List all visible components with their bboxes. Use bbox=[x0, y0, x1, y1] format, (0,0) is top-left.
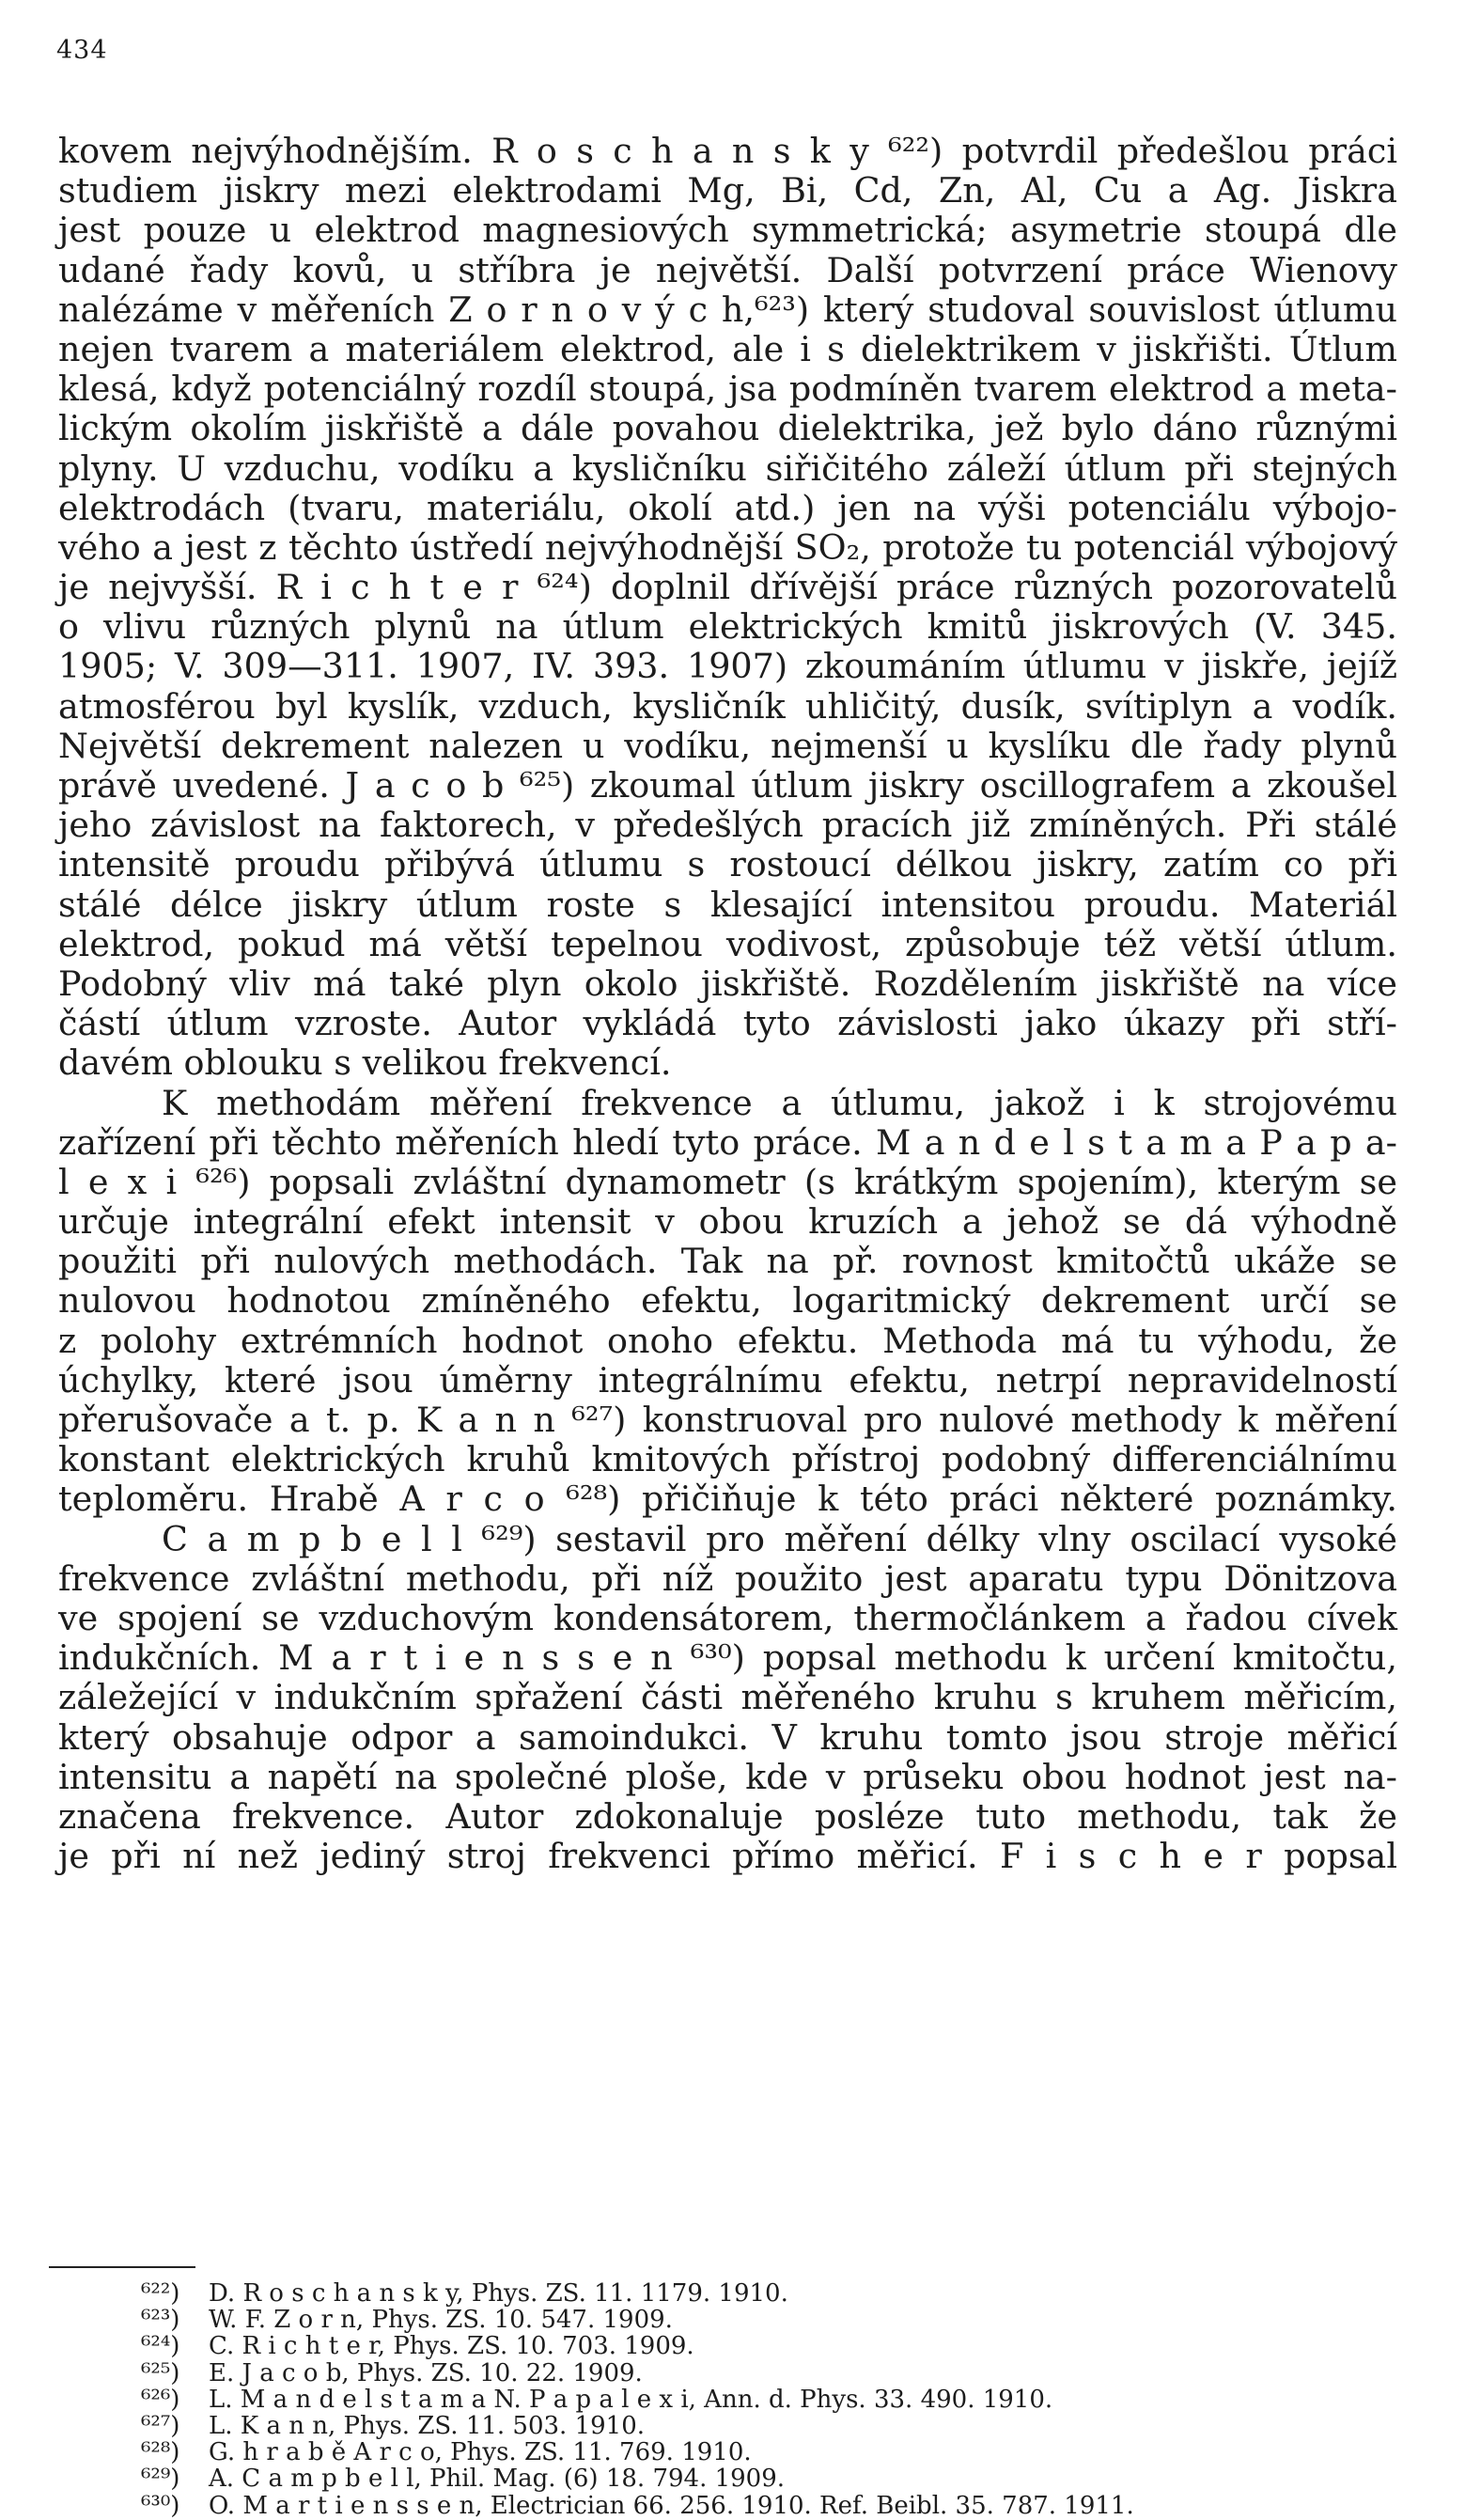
footnote-text: O. M a r t i e n s s e n, Electrician 66. 256. 1910. Ref. Beibl. 35. 787. 1911. bbox=[209, 2491, 1134, 2520]
footnote-number: ⁶²⁹) bbox=[141, 2465, 180, 2494]
text-line: zařízení při těchto měřeních hledí tyto práce. M a n d e l s t a m a P a p a- bbox=[58, 1121, 1397, 1163]
text-line: K methodám měření frekvence a útlumu, jakož i k strojovému bbox=[162, 1082, 1397, 1123]
text-line: vého a jest z těchto ústředí nejvýhodnější SO₂, protože tu potenciál výbojový bbox=[58, 526, 1397, 568]
text-line: 1905; V. 309—311. 1907, IV. 393. 1907) zkoumáním útlumu v jiskře, jejíž bbox=[58, 646, 1397, 687]
page-number: 434 bbox=[56, 36, 108, 65]
text-line: jest pouze u elektrod magnesiových symmetrická; asymetrie stoupá dle bbox=[58, 210, 1397, 251]
text-line: elektrod, pokud má větší tepelnou vodivost, způsobuje též větší útlum. bbox=[58, 923, 1397, 964]
text-line: částí útlum vzroste. Autor vykládá tyto závislosti jako úkazy při stří- bbox=[58, 1003, 1397, 1044]
text-line: nulovou hodnotou zmíněného efektu, logaritmický dekrement určí se bbox=[58, 1280, 1397, 1322]
footnotes bbox=[141, 2280, 1438, 2519]
text-line: je při ní než jediný stroj frekvenci přímo měřicí. F i s c h e r popsal bbox=[58, 1836, 1397, 1877]
text-line: lickým okolím jiskřiště a dále povahou dielektrika, jež bylo dáno různými bbox=[58, 408, 1397, 449]
footnote-text: C. R i c h t e r, Phys. ZS. 10. 703. 1909. bbox=[209, 2332, 694, 2361]
footnote-number: ⁶²⁴) bbox=[141, 2332, 180, 2361]
text-line: C a m p b e l l ⁶²⁹) sestavil pro měření délky vlny oscilací vysoké bbox=[162, 1518, 1397, 1559]
footnote-number: ⁶²²) bbox=[141, 2279, 180, 2308]
footnote-number: ⁶²⁸) bbox=[141, 2438, 180, 2467]
text-line: l e x i ⁶²⁶) popsali zvláštní dynamometr (s krátkým spojením), kterým se bbox=[58, 1161, 1397, 1202]
text-line: studiem jiskry mezi elektrodami Mg, Bi, Cd, Zn, Al, Cu a Ag. Jiskra bbox=[58, 170, 1397, 211]
footnote bbox=[141, 2465, 1438, 2492]
text-line: Největší dekrement nalezen u vodíku, nejmenší u kyslíku dle řady plynů bbox=[58, 725, 1397, 766]
footnote-number: ⁶²⁶) bbox=[141, 2385, 180, 2414]
text-line: ve spojení se vzduchovým kondensátorem, thermočlánkem a řadou cívek bbox=[58, 1597, 1397, 1638]
footnote-text: G. h r a b ě A r c o, Phys. ZS. 11. 769. 1910. bbox=[209, 2438, 752, 2467]
text-line: právě uvedené. J a c o b ⁶²⁵) zkoumal útlum jiskry oscillografem a zkoušel bbox=[58, 765, 1397, 806]
text-line: o vlivu různých plynů na útlum elektrických kmitů jiskrových (V. 345. bbox=[58, 606, 1397, 648]
text-line: z polohy extrémních hodnot onoho efektu. Methoda má tu výhodu, že bbox=[58, 1320, 1397, 1361]
footnote-text: W. F. Z o r n, Phys. ZS. 10. 547. 1909. bbox=[209, 2306, 673, 2335]
text-line: plyny. U vzduchu, vodíku a kysličníku siřičitého záleží útlum při stejných bbox=[58, 447, 1397, 489]
footnote-text: A. C a m p b e l l, Phil. Mag. (6) 18. 794. 1909. bbox=[209, 2465, 786, 2494]
text-line: intensitě proudu přibývá útlumu s rostoucí délkou jiskry, zatím co při bbox=[58, 844, 1397, 885]
footnote-text: E. J a c o b, Phys. ZS. 10. 22. 1909. bbox=[209, 2358, 643, 2387]
footnote-text: L. M a n d e l s t a m a N. P a p a l e x i, Ann. d. Phys. 33. 490. 1910. bbox=[209, 2385, 1053, 2414]
text-line: který obsahuje odpor a samoindukci. V kruhu tomto jsou stroje měřicí bbox=[58, 1716, 1397, 1758]
footnote-number: ⁶²⁵) bbox=[141, 2358, 180, 2387]
text-line: indukčních. M a r t i e n s s e n ⁶³⁰) popsal methodu k určení kmitočtu, bbox=[58, 1637, 1397, 1679]
footnote bbox=[141, 2439, 1438, 2465]
text-line: teploměru. Hrabě A r c o ⁶²⁸) přičiňuje k této práci některé poznámky. bbox=[58, 1479, 1397, 1520]
text-line: klesá, když potenciálný rozdíl stoupá, jsa podmíněn tvarem elektrod a meta- bbox=[58, 368, 1397, 410]
footnote-rule bbox=[49, 2266, 195, 2268]
footnote bbox=[141, 2360, 1438, 2387]
footnote-text: D. R o s c h a n s k y, Phys. ZS. 11. 1179. 1910. bbox=[209, 2279, 788, 2308]
footnote bbox=[141, 2307, 1438, 2333]
text-line: udané řady kovů, u stříbra je největší. Další potvrzení práce Wienovy bbox=[58, 249, 1397, 290]
body-text bbox=[58, 132, 1397, 1876]
text-line: elektrodách (tvaru, materiálu, okolí atd.) jen na výši potenciálu výbojo- bbox=[58, 487, 1397, 528]
text-line: záležející v indukčním spřažení části měřeného kruhu s kruhem měřicím, bbox=[58, 1677, 1397, 1718]
text-line: nejen tvarem a materiálem elektrod, ale i s dielektrikem v jiskřišti. Útlum bbox=[58, 328, 1397, 369]
text-line: atmosférou byl kyslík, vzduch, kysličník uhličitý, dusík, svítiplyn a vodík. bbox=[58, 685, 1397, 727]
text-line: značena frekvence. Autor zdokonaluje posléze tuto methodu, tak že bbox=[58, 1795, 1397, 1837]
text-line: jeho závislost na faktorech, v předešlých pracích již zmíněných. Při stálé bbox=[58, 805, 1397, 846]
text-line: je nejvyšší. R i c h t e r ⁶²⁴) doplnil dřívější práce různých pozorovatelů bbox=[58, 567, 1397, 608]
text-line: nalézáme v měřeních Z o r n o v ý c h,⁶²³) který studoval souvislost útlumu bbox=[58, 289, 1397, 330]
text-line: intensitu a napětí na společné ploše, kde v průseku obou hodnot jest na- bbox=[58, 1756, 1397, 1797]
text-line: úchylky, které jsou úměrny integrálnímu efektu, netrpí nepravidelností bbox=[58, 1359, 1397, 1401]
text-line: použiti při nulových methodách. Tak na př. rovnost kmitočtů ukáže se bbox=[58, 1241, 1397, 1282]
text-line: davém oblouku s velikou frekvencí. bbox=[58, 1042, 672, 1084]
footnote bbox=[141, 2280, 1438, 2307]
footnote-number: ⁶³⁰) bbox=[141, 2491, 180, 2520]
text-line: konstant elektrických kruhů kmitových přístroj podobný differenciálnímu bbox=[58, 1439, 1397, 1480]
text-line: stálé délce jiskry útlum roste s klesající intensitou proudu. Materiál bbox=[58, 884, 1397, 925]
footnote bbox=[141, 2333, 1438, 2359]
footnote bbox=[141, 2413, 1438, 2439]
footnote-text: L. K a n n, Phys. ZS. 11. 503. 1910. bbox=[209, 2411, 646, 2440]
text-line: určuje integrální efekt intensit v obou kruzích a jehož se dá výhodně bbox=[58, 1201, 1397, 1243]
text-line: frekvence zvláštní methodu, při níž použito jest aparatu typu Dönitzova bbox=[58, 1557, 1397, 1599]
footnote-number: ⁶²⁷) bbox=[141, 2411, 180, 2440]
footnote bbox=[141, 2387, 1438, 2413]
text-line: přerušovače a t. p. K a n n ⁶²⁷) konstruoval pro nulové methody k měření bbox=[58, 1400, 1397, 1440]
text-line: kovem nejvýhodnějším. R o s c h a n s k y ⁶²²) potvrdil předešlou práci bbox=[58, 131, 1397, 171]
footnote-number: ⁶²³) bbox=[141, 2306, 180, 2335]
text-line: Podobný vliv má také plyn okolo jiskřiště. Rozdělením jiskřiště na více bbox=[58, 963, 1397, 1004]
